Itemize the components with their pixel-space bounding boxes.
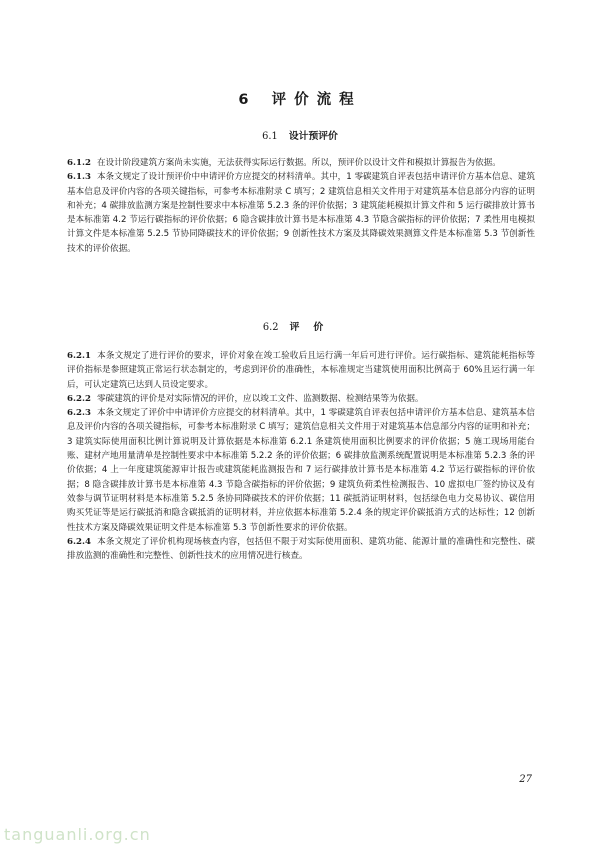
chapter-title: 评价流程 (271, 92, 362, 108)
clause-text: 零碳建筑的评价是对实际情况的评价，应以竣工文件、监测数据、检测结果等为依据。 (96, 393, 424, 404)
clause-number: 6.1.2 (67, 158, 91, 168)
clause-paragraph (67, 156, 535, 170)
page-number: 27 (519, 774, 532, 785)
section-title: 评价 (289, 322, 338, 333)
clause-paragraph (67, 349, 535, 392)
section-number: 6.1 (262, 131, 278, 142)
clause-number: 6.2.2 (67, 393, 91, 404)
section-number: 6.2 (262, 322, 279, 333)
clause-paragraph (67, 392, 535, 406)
section-body-6-2 (67, 349, 535, 563)
section-body-6-1 (67, 156, 535, 256)
clause-paragraph (67, 170, 535, 256)
clause-text: 在设计阶段建筑方案尚未实施，无法获得实际运行数据。所以，预评价以设计文件和模拟计算报告为依据。 (96, 158, 501, 168)
section-heading-6-1 (0, 128, 600, 142)
section-heading-6-2 (0, 319, 600, 333)
clause-text: 本条文规定了评价中申请评价方应提交的材料清单。其中，1 零碳建筑自评表包括申请评价方基本信息、建筑基本信息及评价内容的各项关键指标，可参考本标准附录 C 填写；建筑信息相关文件用于对建筑基本信息部分内容的证明和补充；3 建筑实际使用面积比例计算说明及计算依据是本标准第 6.2.1 条建筑使用面积比例要求的评价依据；5 施工现场用能台账、建材产地用量清单是控制性要求中本标准第 5.2.2 条的评价依据；6 碳排放监测系统配置说明是本标准第 5.2.3 条的评价依据；4 上一年度建筑能源审计报告或建筑能耗监测报告和 7 运行碳排放计算书是本标准第 4.2 节运行碳指标的评价依据；8 隐含碳排放计算书是本标准第 4.3 节隐含碳指标的评价依据；9 建筑负荷柔性检测报告、10 虚拟电厂签约协议及有效参与调节证明材料是本标准第 5.2.5 条协同降碳技术的评价依据；11 碳抵消证明材料，包括绿色电力交易协议、碳信用购买凭证等是运行碳抵消和隐含碳抵消的证明材料，并应依据本标准第 5.2.4 条的规定评价碳抵消方式的达标性；12 创新性技术方案及降碳效果证明文件是本标准第 5.3 节创新性要求的评价依据。 (67, 408, 535, 533)
watermark: tanguanli.org.cn (4, 825, 151, 844)
clause-number: 6.2.1 (67, 351, 91, 361)
clause-number: 6.1.3 (67, 172, 91, 183)
clause-number: 6.2.3 (67, 408, 91, 419)
chapter-number: 6 (238, 92, 251, 108)
clause-number: 6.2.4 (67, 536, 91, 547)
chapter-heading (0, 88, 600, 109)
clause-text: 本条文规定了进行评价的要求，评价对象在竣工验收后且运行满一年后可进行评价。运行碳指标、建筑能耗指标等评价指标是参照建筑正常运行状态制定的，考虑到评价的准确性，本标准规定当建筑使用面积比例高于 60%且运行满一年后，可认定建筑已达到人员设定要求。 (67, 351, 535, 390)
clause-paragraph (67, 406, 535, 535)
clause-text: 本条文规定了设计预评价中申请评价方应提交的材料清单。其中，1 零碳建筑自评表包括申请评价方基本信息、建筑基本信息及评价内容的各项关键指标，可参考本标准附录 C 填写；2 建筑信息相关文件用于对建筑基本信息部分内容的证明和补充；4 碳排放监测方案是控制性要求中本标准第 5.2.3 条的评价依据；3 建筑能耗模拟计算文件和 5 运行碳排放计算书是本标准第 4.2 节运行碳指标的评价依据；6 隐含碳排放计算书是本标准第 4.3 节隐含碳指标的评价依据；7 柔性用电模拟计算文件是本标准第 5.2.5 节协同降碳技术的评价依据；9 创新性技术方案及其降碳效果测算文件是本标准第 5.3 节创新性技术的评价依据。 (67, 172, 535, 254)
section-title: 设计预评价 (288, 131, 338, 142)
clause-text: 本条文规定了评价机构现场核查内容，包括但不限于对实际使用面积、建筑功能、能源计量的准确性和完整性、碳排放监测的准确性和完整性、创新性技术的应用情况进行核查。 (67, 536, 535, 562)
clause-paragraph (67, 535, 535, 564)
